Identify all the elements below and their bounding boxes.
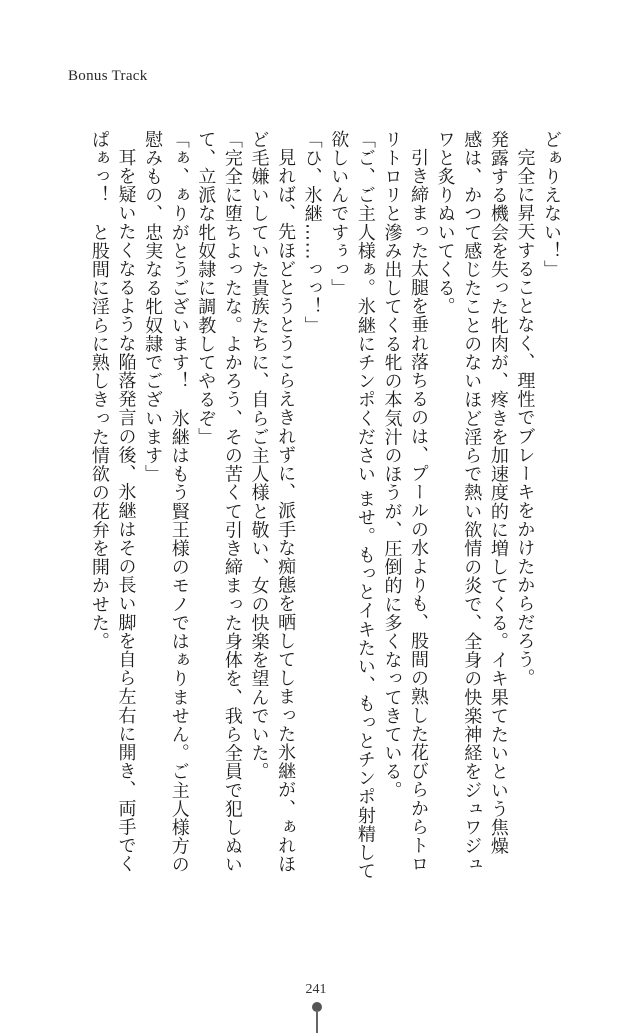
text-line: て、立派な牝奴隷に調教してやるぞ」 (195, 130, 217, 447)
text-line: ど毛嫌いしていた貴族たちに、自らご主人様と敬い、女の快楽を望んでいた。 (248, 130, 270, 781)
text-line: 「ご、ご主人様ぁ。氷継にチンポください ませ。もっとイキたい、もっとチンポ射精して (354, 130, 376, 881)
text-line: 感は、かつて感じたことのないほど淫らで熱い欲情の炎で、全身の快楽神経をジュワジュ (461, 130, 483, 874)
text-line: 「ぁ、ぁりがとうございます！ 氷継はもう賢王様のモノではぁりません。ご主人様方の (168, 130, 190, 874)
text-line: 発露する機会を失った牝肉が、疼きを加速度的に増してくる。イキ果てたいという焦燥 (487, 130, 509, 856)
text-line: 完全に昇天することなく、理性でブレーキをかけたからだろう。 (514, 148, 536, 688)
text-line: 見れば、先ほどとうとうこらえきれずに、派手な痴態を晒してしまった氷継が、ぁれほ (275, 148, 297, 874)
page-number: 241 (305, 982, 327, 997)
text-line: 慰みもの、忠実なる牝奴隷でございます」 (142, 130, 164, 484)
text-line: 引き締まった太腿を垂れ落ちるのは、プールの水よりも、股間の熟した花びらからトロ (408, 148, 430, 874)
text-line: リトロリと滲み出してくる牝の本気汁のほうが、圧倒的に多くなってきている。 (381, 130, 403, 800)
text-line: 「完全に堕ちよったな。よかろう、その苦くて引き締まった身体を、我ら全員で犯しぬい (221, 130, 243, 874)
text-line: ワと炙りぬいてくる。 (434, 130, 456, 316)
text-line: どぁりえない！」 (541, 130, 562, 279)
running-head: Bonus Track (68, 68, 148, 84)
text-line: 耳を疑いたくなるような陥落発言の後、氷継はその長い脚を自ら左右に開き、両手でく (115, 148, 137, 874)
text-line: 欲しいんですぅっ」 (328, 130, 350, 298)
vertical-body-text (85, 130, 564, 960)
page-marker-line (316, 1010, 318, 1033)
text-line: ぱぁっ！ と股間に淫らに熟しきった情欲の花弁を開かせた。 (88, 130, 110, 651)
text-line: 「ひ、氷継……っっ！」 (301, 130, 323, 335)
